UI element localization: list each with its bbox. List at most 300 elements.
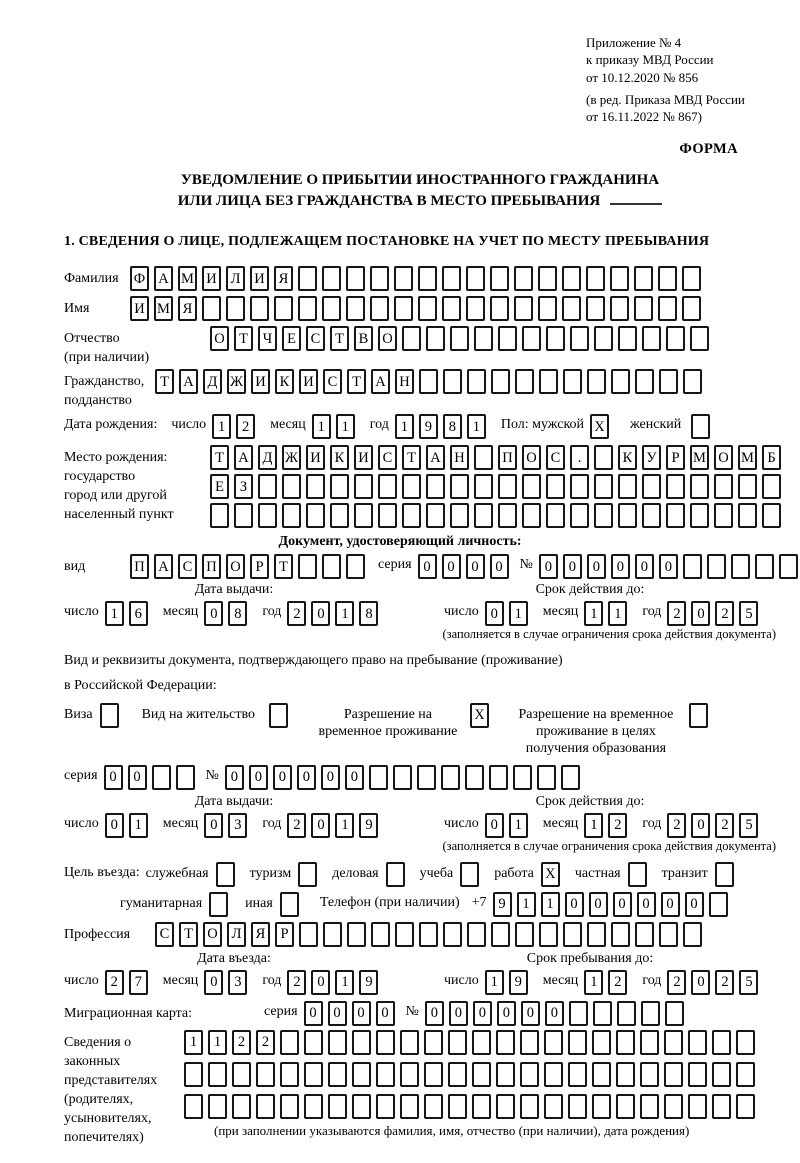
- char-cell[interactable]: [659, 922, 678, 947]
- char-cell[interactable]: [400, 1062, 419, 1087]
- char-cell[interactable]: [474, 503, 493, 528]
- char-cell[interactable]: [712, 1094, 731, 1119]
- char-cell[interactable]: [256, 1062, 275, 1087]
- char-cell[interactable]: А: [371, 369, 390, 394]
- char-cell[interactable]: Л: [226, 266, 245, 291]
- checkbox-cell[interactable]: [691, 414, 710, 439]
- char-cell[interactable]: [587, 369, 606, 394]
- char-cell[interactable]: 0: [425, 1001, 444, 1026]
- char-cell[interactable]: [537, 765, 556, 790]
- char-cell[interactable]: П: [130, 554, 149, 579]
- char-cell[interactable]: [274, 296, 293, 321]
- checkbox-cell[interactable]: X: [590, 414, 609, 439]
- char-cell[interactable]: [586, 266, 605, 291]
- char-cell[interactable]: [419, 369, 438, 394]
- char-cell[interactable]: [258, 503, 277, 528]
- char-cell[interactable]: [472, 1030, 491, 1055]
- char-cell[interactable]: [306, 474, 325, 499]
- char-cell[interactable]: [736, 1062, 755, 1087]
- char-cell[interactable]: Л: [227, 922, 246, 947]
- char-cell[interactable]: [490, 296, 509, 321]
- char-cell[interactable]: Я: [274, 266, 293, 291]
- char-cell[interactable]: К: [275, 369, 294, 394]
- char-cell[interactable]: [498, 474, 517, 499]
- char-cell[interactable]: [762, 503, 781, 528]
- char-cell[interactable]: [346, 554, 365, 579]
- char-cell[interactable]: М: [154, 296, 173, 321]
- char-cell[interactable]: [467, 922, 486, 947]
- char-cell[interactable]: 0: [204, 813, 223, 838]
- char-cell[interactable]: [352, 1062, 371, 1087]
- char-cell[interactable]: [402, 474, 421, 499]
- char-cell[interactable]: [322, 554, 341, 579]
- char-cell[interactable]: Р: [666, 445, 685, 470]
- checkbox-cell[interactable]: [216, 862, 235, 887]
- char-cell[interactable]: [424, 1030, 443, 1055]
- char-cell[interactable]: [538, 266, 557, 291]
- char-cell[interactable]: [394, 266, 413, 291]
- char-cell[interactable]: [184, 1062, 203, 1087]
- char-cell[interactable]: [378, 503, 397, 528]
- char-cell[interactable]: [682, 266, 701, 291]
- char-cell[interactable]: [682, 296, 701, 321]
- char-cell[interactable]: О: [378, 326, 397, 351]
- char-cell[interactable]: [522, 326, 541, 351]
- char-cell[interactable]: 0: [104, 765, 123, 790]
- char-cell[interactable]: 0: [685, 892, 704, 917]
- char-cell[interactable]: [371, 922, 390, 947]
- char-cell[interactable]: [378, 474, 397, 499]
- char-cell[interactable]: [299, 922, 318, 947]
- char-cell[interactable]: [304, 1094, 323, 1119]
- checkbox-cell[interactable]: X: [470, 703, 489, 728]
- char-cell[interactable]: И: [202, 266, 221, 291]
- char-cell[interactable]: Д: [258, 445, 277, 470]
- char-cell[interactable]: [683, 369, 702, 394]
- char-cell[interactable]: П: [498, 445, 517, 470]
- char-cell[interactable]: 0: [691, 813, 710, 838]
- char-cell[interactable]: О: [203, 922, 222, 947]
- char-cell[interactable]: [616, 1062, 635, 1087]
- char-cell[interactable]: [610, 266, 629, 291]
- char-cell[interactable]: [280, 1094, 299, 1119]
- char-cell[interactable]: 2: [608, 813, 627, 838]
- char-cell[interactable]: [611, 922, 630, 947]
- char-cell[interactable]: [546, 474, 565, 499]
- char-cell[interactable]: О: [714, 445, 733, 470]
- char-cell[interactable]: 2: [236, 414, 255, 439]
- char-cell[interactable]: [640, 1062, 659, 1087]
- char-cell[interactable]: [635, 922, 654, 947]
- char-cell[interactable]: [618, 474, 637, 499]
- char-cell[interactable]: С: [155, 922, 174, 947]
- char-cell[interactable]: 0: [376, 1001, 395, 1026]
- char-cell[interactable]: 1: [208, 1030, 227, 1055]
- char-cell[interactable]: 0: [105, 813, 124, 838]
- char-cell[interactable]: [394, 296, 413, 321]
- char-cell[interactable]: [664, 1094, 683, 1119]
- char-cell[interactable]: [496, 1062, 515, 1087]
- char-cell[interactable]: 8: [443, 414, 462, 439]
- char-cell[interactable]: К: [618, 445, 637, 470]
- char-cell[interactable]: 0: [485, 813, 504, 838]
- char-cell[interactable]: Я: [251, 922, 270, 947]
- char-cell[interactable]: [658, 296, 677, 321]
- char-cell[interactable]: З: [234, 474, 253, 499]
- char-cell[interactable]: 1: [517, 892, 536, 917]
- char-cell[interactable]: [448, 1094, 467, 1119]
- char-cell[interactable]: [513, 765, 532, 790]
- char-cell[interactable]: 0: [589, 892, 608, 917]
- char-cell[interactable]: М: [738, 445, 757, 470]
- char-cell[interactable]: 1: [395, 414, 414, 439]
- char-cell[interactable]: [474, 474, 493, 499]
- char-cell[interactable]: [594, 474, 613, 499]
- char-cell[interactable]: 9: [359, 970, 378, 995]
- char-cell[interactable]: И: [299, 369, 318, 394]
- char-cell[interactable]: 9: [359, 813, 378, 838]
- char-cell[interactable]: 1: [184, 1030, 203, 1055]
- char-cell[interactable]: 2: [287, 601, 306, 626]
- char-cell[interactable]: [690, 474, 709, 499]
- char-cell[interactable]: [755, 554, 774, 579]
- char-cell[interactable]: [298, 266, 317, 291]
- char-cell[interactable]: [538, 296, 557, 321]
- char-cell[interactable]: [489, 765, 508, 790]
- char-cell[interactable]: У: [642, 445, 661, 470]
- char-cell[interactable]: [419, 922, 438, 947]
- char-cell[interactable]: 1: [336, 414, 355, 439]
- char-cell[interactable]: [709, 892, 728, 917]
- char-cell[interactable]: [561, 765, 580, 790]
- char-cell[interactable]: [232, 1094, 251, 1119]
- char-cell[interactable]: 0: [249, 765, 268, 790]
- char-cell[interactable]: 3: [228, 813, 247, 838]
- char-cell[interactable]: [306, 503, 325, 528]
- char-cell[interactable]: 1: [584, 601, 603, 626]
- char-cell[interactable]: [466, 266, 485, 291]
- char-cell[interactable]: [712, 1030, 731, 1055]
- char-cell[interactable]: [491, 922, 510, 947]
- char-cell[interactable]: 0: [521, 1001, 540, 1026]
- char-cell[interactable]: [688, 1094, 707, 1119]
- char-cell[interactable]: [539, 922, 558, 947]
- char-cell[interactable]: [472, 1062, 491, 1087]
- char-cell[interactable]: 0: [497, 1001, 516, 1026]
- checkbox-cell[interactable]: [689, 703, 708, 728]
- checkbox-cell[interactable]: X: [541, 862, 560, 887]
- char-cell[interactable]: Я: [178, 296, 197, 321]
- char-cell[interactable]: 0: [328, 1001, 347, 1026]
- char-cell[interactable]: 0: [225, 765, 244, 790]
- char-cell[interactable]: [450, 326, 469, 351]
- char-cell[interactable]: [418, 266, 437, 291]
- char-cell[interactable]: [592, 1030, 611, 1055]
- char-cell[interactable]: С: [546, 445, 565, 470]
- char-cell[interactable]: [714, 503, 733, 528]
- char-cell[interactable]: [448, 1062, 467, 1087]
- char-cell[interactable]: [418, 296, 437, 321]
- char-cell[interactable]: 0: [691, 601, 710, 626]
- char-cell[interactable]: И: [251, 369, 270, 394]
- char-cell[interactable]: [666, 474, 685, 499]
- char-cell[interactable]: [539, 369, 558, 394]
- char-cell[interactable]: 2: [256, 1030, 275, 1055]
- char-cell[interactable]: [322, 266, 341, 291]
- char-cell[interactable]: [370, 266, 389, 291]
- char-cell[interactable]: 1: [212, 414, 231, 439]
- checkbox-cell[interactable]: [386, 862, 405, 887]
- char-cell[interactable]: 2: [232, 1030, 251, 1055]
- char-cell[interactable]: [683, 922, 702, 947]
- char-cell[interactable]: [779, 554, 798, 579]
- char-cell[interactable]: 5: [739, 601, 758, 626]
- char-cell[interactable]: 2: [105, 970, 124, 995]
- char-cell[interactable]: Т: [210, 445, 229, 470]
- char-cell[interactable]: [707, 554, 726, 579]
- char-cell[interactable]: 1: [608, 601, 627, 626]
- char-cell[interactable]: 1: [541, 892, 560, 917]
- checkbox-cell[interactable]: [715, 862, 734, 887]
- char-cell[interactable]: [376, 1062, 395, 1087]
- char-cell[interactable]: А: [179, 369, 198, 394]
- char-cell[interactable]: [522, 474, 541, 499]
- char-cell[interactable]: [347, 922, 366, 947]
- char-cell[interactable]: 0: [545, 1001, 564, 1026]
- char-cell[interactable]: Т: [402, 445, 421, 470]
- char-cell[interactable]: [232, 1062, 251, 1087]
- char-cell[interactable]: [402, 503, 421, 528]
- char-cell[interactable]: Р: [250, 554, 269, 579]
- char-cell[interactable]: П: [202, 554, 221, 579]
- char-cell[interactable]: [618, 503, 637, 528]
- char-cell[interactable]: 0: [321, 765, 340, 790]
- char-cell[interactable]: 2: [715, 813, 734, 838]
- char-cell[interactable]: [282, 474, 301, 499]
- char-cell[interactable]: [370, 296, 389, 321]
- char-cell[interactable]: 1: [105, 601, 124, 626]
- char-cell[interactable]: [210, 503, 229, 528]
- char-cell[interactable]: [250, 296, 269, 321]
- char-cell[interactable]: .: [570, 445, 589, 470]
- checkbox-cell[interactable]: [298, 862, 317, 887]
- char-cell[interactable]: [515, 369, 534, 394]
- char-cell[interactable]: [152, 765, 171, 790]
- char-cell[interactable]: [762, 474, 781, 499]
- char-cell[interactable]: [352, 1030, 371, 1055]
- char-cell[interactable]: [592, 1062, 611, 1087]
- char-cell[interactable]: [280, 1062, 299, 1087]
- char-cell[interactable]: О: [210, 326, 229, 351]
- char-cell[interactable]: Т: [155, 369, 174, 394]
- char-cell[interactable]: Ч: [258, 326, 277, 351]
- char-cell[interactable]: [515, 922, 534, 947]
- char-cell[interactable]: [346, 266, 365, 291]
- char-cell[interactable]: 2: [667, 970, 686, 995]
- char-cell[interactable]: [498, 503, 517, 528]
- char-cell[interactable]: С: [378, 445, 397, 470]
- char-cell[interactable]: [298, 296, 317, 321]
- char-cell[interactable]: [562, 296, 581, 321]
- char-cell[interactable]: 1: [335, 813, 354, 838]
- char-cell[interactable]: [498, 326, 517, 351]
- char-cell[interactable]: [640, 1094, 659, 1119]
- char-cell[interactable]: 0: [273, 765, 292, 790]
- char-cell[interactable]: [426, 503, 445, 528]
- char-cell[interactable]: [323, 922, 342, 947]
- char-cell[interactable]: [520, 1094, 539, 1119]
- char-cell[interactable]: 0: [311, 813, 330, 838]
- checkbox-cell[interactable]: [209, 892, 228, 917]
- char-cell[interactable]: [234, 503, 253, 528]
- char-cell[interactable]: 1: [509, 813, 528, 838]
- char-cell[interactable]: А: [234, 445, 253, 470]
- char-cell[interactable]: [424, 1094, 443, 1119]
- char-cell[interactable]: [258, 474, 277, 499]
- char-cell[interactable]: И: [130, 296, 149, 321]
- char-cell[interactable]: [184, 1094, 203, 1119]
- checkbox-cell[interactable]: [100, 703, 119, 728]
- char-cell[interactable]: [658, 266, 677, 291]
- char-cell[interactable]: [376, 1030, 395, 1055]
- char-cell[interactable]: О: [522, 445, 541, 470]
- char-cell[interactable]: [617, 1001, 636, 1026]
- char-cell[interactable]: [616, 1030, 635, 1055]
- char-cell[interactable]: И: [306, 445, 325, 470]
- char-cell[interactable]: [544, 1094, 563, 1119]
- char-cell[interactable]: [563, 922, 582, 947]
- char-cell[interactable]: 2: [287, 970, 306, 995]
- char-cell[interactable]: О: [226, 554, 245, 579]
- char-cell[interactable]: [562, 266, 581, 291]
- char-cell[interactable]: [568, 1062, 587, 1087]
- char-cell[interactable]: [563, 369, 582, 394]
- char-cell[interactable]: [594, 445, 613, 470]
- char-cell[interactable]: А: [154, 554, 173, 579]
- char-cell[interactable]: 0: [565, 892, 584, 917]
- char-cell[interactable]: 8: [359, 601, 378, 626]
- char-cell[interactable]: Т: [234, 326, 253, 351]
- char-cell[interactable]: 0: [635, 554, 654, 579]
- char-cell[interactable]: [634, 266, 653, 291]
- char-cell[interactable]: 0: [297, 765, 316, 790]
- char-cell[interactable]: Т: [179, 922, 198, 947]
- char-cell[interactable]: [514, 296, 533, 321]
- char-cell[interactable]: 0: [352, 1001, 371, 1026]
- char-cell[interactable]: Е: [282, 326, 301, 351]
- char-cell[interactable]: [208, 1062, 227, 1087]
- char-cell[interactable]: 1: [335, 970, 354, 995]
- char-cell[interactable]: [611, 369, 630, 394]
- char-cell[interactable]: [587, 922, 606, 947]
- char-cell[interactable]: [450, 474, 469, 499]
- char-cell[interactable]: [688, 1062, 707, 1087]
- char-cell[interactable]: [369, 765, 388, 790]
- char-cell[interactable]: 0: [128, 765, 147, 790]
- char-cell[interactable]: [450, 503, 469, 528]
- char-cell[interactable]: 1: [467, 414, 486, 439]
- char-cell[interactable]: Ж: [227, 369, 246, 394]
- char-cell[interactable]: [448, 1030, 467, 1055]
- char-cell[interactable]: [544, 1062, 563, 1087]
- char-cell[interactable]: [496, 1094, 515, 1119]
- char-cell[interactable]: С: [306, 326, 325, 351]
- char-cell[interactable]: 0: [637, 892, 656, 917]
- char-cell[interactable]: 0: [311, 970, 330, 995]
- char-cell[interactable]: 2: [667, 601, 686, 626]
- char-cell[interactable]: 1: [312, 414, 331, 439]
- char-cell[interactable]: [490, 266, 509, 291]
- char-cell[interactable]: [328, 1094, 347, 1119]
- char-cell[interactable]: [568, 1094, 587, 1119]
- checkbox-cell[interactable]: [280, 892, 299, 917]
- char-cell[interactable]: [514, 266, 533, 291]
- char-cell[interactable]: [568, 1030, 587, 1055]
- char-cell[interactable]: [304, 1030, 323, 1055]
- char-cell[interactable]: 0: [613, 892, 632, 917]
- char-cell[interactable]: 0: [611, 554, 630, 579]
- char-cell[interactable]: [570, 326, 589, 351]
- char-cell[interactable]: [586, 296, 605, 321]
- char-cell[interactable]: [226, 296, 245, 321]
- char-cell[interactable]: [496, 1030, 515, 1055]
- char-cell[interactable]: [683, 554, 702, 579]
- char-cell[interactable]: [610, 296, 629, 321]
- char-cell[interactable]: [472, 1094, 491, 1119]
- char-cell[interactable]: [282, 503, 301, 528]
- char-cell[interactable]: [395, 922, 414, 947]
- char-cell[interactable]: [176, 765, 195, 790]
- char-cell[interactable]: [712, 1062, 731, 1087]
- char-cell[interactable]: 0: [204, 970, 223, 995]
- char-cell[interactable]: Б: [762, 445, 781, 470]
- char-cell[interactable]: [594, 503, 613, 528]
- char-cell[interactable]: [546, 503, 565, 528]
- char-cell[interactable]: [354, 503, 373, 528]
- char-cell[interactable]: [544, 1030, 563, 1055]
- char-cell[interactable]: 0: [466, 554, 485, 579]
- checkbox-cell[interactable]: [269, 703, 288, 728]
- char-cell[interactable]: [443, 369, 462, 394]
- char-cell[interactable]: [424, 1062, 443, 1087]
- char-cell[interactable]: [467, 369, 486, 394]
- char-cell[interactable]: 0: [304, 1001, 323, 1026]
- char-cell[interactable]: 0: [691, 970, 710, 995]
- char-cell[interactable]: [642, 503, 661, 528]
- char-cell[interactable]: [666, 503, 685, 528]
- char-cell[interactable]: [635, 369, 654, 394]
- checkbox-cell[interactable]: [460, 862, 479, 887]
- char-cell[interactable]: [736, 1094, 755, 1119]
- char-cell[interactable]: 1: [509, 601, 528, 626]
- char-cell[interactable]: С: [178, 554, 197, 579]
- char-cell[interactable]: [642, 474, 661, 499]
- char-cell[interactable]: [376, 1094, 395, 1119]
- char-cell[interactable]: 1: [584, 970, 603, 995]
- char-cell[interactable]: [402, 326, 421, 351]
- char-cell[interactable]: 3: [228, 970, 247, 995]
- char-cell[interactable]: [738, 474, 757, 499]
- char-cell[interactable]: 7: [129, 970, 148, 995]
- char-cell[interactable]: С: [323, 369, 342, 394]
- char-cell[interactable]: Е: [210, 474, 229, 499]
- char-cell[interactable]: [731, 554, 750, 579]
- char-cell[interactable]: 6: [129, 601, 148, 626]
- char-cell[interactable]: [616, 1094, 635, 1119]
- char-cell[interactable]: 1: [584, 813, 603, 838]
- char-cell[interactable]: [664, 1030, 683, 1055]
- char-cell[interactable]: [322, 296, 341, 321]
